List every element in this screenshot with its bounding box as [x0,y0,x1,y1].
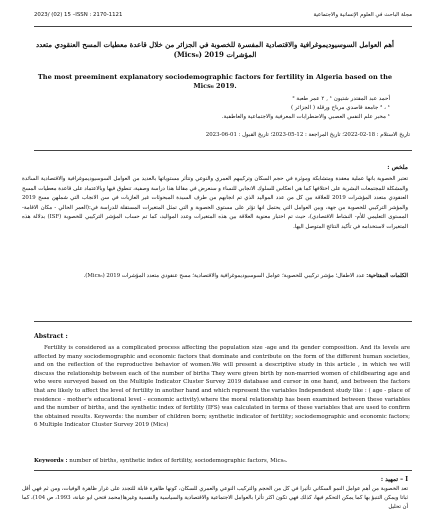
title-arabic: أهم العوامل السوسيوديموغرافية والاقتصادية المفسرة للخصوبة في الجزائر من خلال قاعدة معطيات المسح العنقودي متعدد المؤشرات 2019 (Mics₆) [35,40,394,59]
submission-dates: تاريخ الاستلام : 18-02-2022؛ تاريخ المراجعة : 12-05-2023؛ تاريخ القبول : 01-06-2023 [205,132,410,138]
journal-name: مجلة الباحث في العلوم الإنسانية والاجتماعية [313,12,412,18]
volume-issn: 2023/ (02) 15 –ISSN : 2170-1121 [34,12,123,18]
divider-middle [34,321,412,322]
keywords-english-label: Keywords : [34,458,68,464]
keywords-english-text: number of births, synthetic index of fertility, sociodemographic factors, Mics₆. [69,458,288,464]
author-names: أحمد عبد المقتدر شتيون ¹ , ٢ عمر طعبة ² [292,96,390,102]
affiliation-1: ¹ ، ² جامعة قاصدي مرباح ورقلة ( الجزائر ) [290,105,390,111]
abstract-english-heading: Abstract : [34,333,68,340]
keywords-arabic-text: عدد الاطفال؛ مؤشر تركيبي للخصوبة؛ عوامل السوسيوديموغرافية والاقتصادية؛ مسح عنقودي متعدد المؤشرات 2019 (Mics₆). [83,273,365,279]
affiliation-2: ¹ مخبر علم النفس العصبي والاضطرابات المعرفية والاجتماعية والعاطفية. [221,114,390,120]
abstract-english: Fertility is considered as a complicated process affecting the population size -age and its gender composition. And its levels are affected by many sociodemographic and economic factors that dominate and contribute on the form of the different human societies, and on the reflection of the reproductive behavior of women.We will present a descriptive study in this article , in which we will discuss the relationship between each of the number of births They were given birth by non-married women of childbearing age and who were surveyed based on the Multiple Indicator Cluster Survey 2019 database and cursor in one hand, and between the factors that are likely to affect the level of fertility in another hand and which represent the variables Independent study like : ( age - place of residence - mother's educational level - economic activity).where the moral relationship has been examined between these variables and the number of births, and the synthetic index of fertility (IFS) was calculated in terms of these variables that are used to confirm the obtained results. Keywords: the number of children born; synthetic indicator of fertility; sociodemographic and economic factors; 6 Multiple Indicator Cluster Survey 2019 (Mics) [34,345,410,429]
abstract-arabic-heading: ملخص : [387,164,408,171]
keywords-arabic-label: الكلمات المفتاحية: [366,273,408,279]
intro-heading: I – تمهيد : [380,476,408,483]
abstract-arabic: تعتبر الخصوبة بانها عملية معقدة ومتشابكة وموثرة في حجم السكان وتركيبهم العمري والنوعي وتتأثر مستوياتها بالعديد من العوامل السوسيوديموغرافية والاقتصادية السائدة والمشكلة للمجتمعات البشرية على اختلافها كما هي انعكاس للسلوك الانجابي للنساء و سنعرض في مقالنا هذا دراسة وصفية، تنطوق فيها وبالاعتماد على قاعدة معطيات المسح العنقودي متعدد المؤشرات 2019 للعلاقة بين كل من عدد المواليد الذي تم انجابهم من طرف السيدة المبحوثات غير العازبات في سن الانجاب التي شملهن مسح 2019 والمؤشر التركيبي للخصوبة من جهة، وبين العوامل التي يحتمل انها تؤثر على مستوى الخصوبة و التي تمثل المتغيرات المستقلة للدراسة في:(العمر الحالي - مكان الاقامة- المستوى التعليمي للأم- النشاط الاقتصادي)، حيث تم اختبار معنوية العلاقة بين هذه المتغيرات وعدد المواليد، كما تم حساب المؤشر التركيبي للخصوبة (ISF) بدلالة هذه المتغيرات لاستخدامه في تأكيد النتائج المتوصل اليها. [22,176,408,230]
header-divider [34,26,412,27]
divider-bottom [34,470,412,471]
intro-text: تعد الخصوبة من أهم عوامل النمو السكاني تأثيرا في كل من الحجم والتركيب النوعي والعمري للسكان، كونها ظاهرة قابلة للتجدد على غرار ظاهرة الوفيات، ومن ثم فهي أقل ثباتا ويمكن التنبؤ بها كما يمكن التحكم فيها، كذلك فهي تكون اكثر تأثرا بالعوامل الاجتماعية والاقتصادية والسياسية والنفسية وغيرها(محمد فتحي ابو عيانة، 1993، ص 104)، كما أن تحليل [22,486,409,511]
authors-block [90,95,390,122]
keywords-english [34,458,410,464]
divider-top [34,150,412,151]
keywords-arabic [22,272,408,282]
title-english: The most preeminent explanatory sociodemographic factors for fertility in Algeria based on the Mics₆ 2019. [37,73,393,90]
